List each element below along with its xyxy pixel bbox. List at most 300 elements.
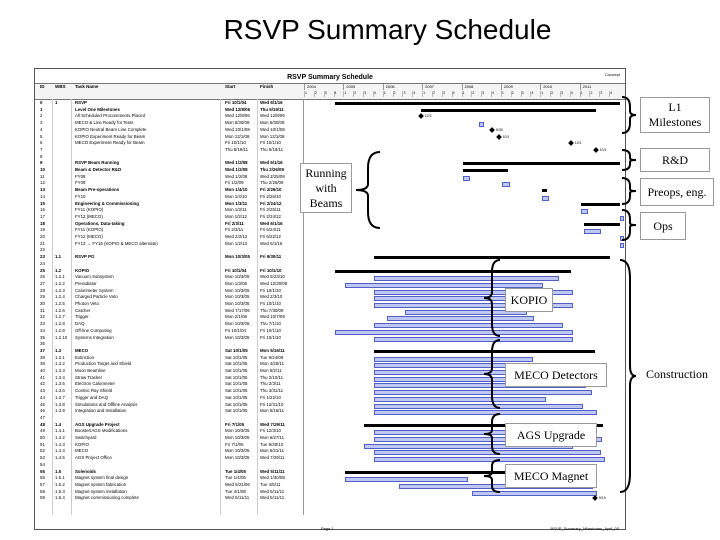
task-id: 10 [40,167,45,172]
task-finish: Fri 2/24/12 [260,213,281,219]
task-row [35,335,305,342]
task-finish: Fri 10/1/10 [260,334,281,340]
task-start: Sat 10/1/05 [225,388,248,394]
task-finish: Mon 5/16/11 [260,347,285,353]
task-name: Trigger and DAQ [75,394,109,400]
task-row [35,241,305,248]
task-name: RSVP PO [75,254,95,260]
col-header-wbs: WBS [55,84,66,89]
task-id: 25 [40,267,45,273]
callout-ops: Ops [640,212,686,240]
milestone-label: 5/30 [496,127,503,132]
task-wbs: 1.2.5 [55,301,65,306]
task-row [35,475,305,482]
quarter-label: 2 [393,91,403,97]
task-start: Mon 10/3/05 [225,294,250,300]
task-wbs: 1.2.1 [55,274,65,280]
task-finish: Wed 5/11/11 [260,488,285,494]
task-name: KOPIO [75,267,90,273]
callout-running-with-beams: Running with Beams [300,163,352,213]
task-name: KOPIO [75,441,89,447]
task-finish: Mon 5/16/11 [260,408,285,414]
task-row [35,107,305,114]
milestone-label: 5/19 [598,496,606,501]
task-wbs: 1.3.4 [55,374,65,380]
callout-meco-detectors: MECO Detectors [505,363,607,387]
callout-ags-upgrade: AGS Upgrade [505,423,597,447]
year-label: 2009 [501,84,541,90]
task-start: Mon 10/3/05 [225,455,250,461]
task-finish: Fri 10/1/10 [260,267,282,273]
task-start: Sat 10/1/05 [225,401,248,407]
quarter-label: 1 [343,91,353,97]
quarter-label: 1 [304,91,314,97]
task-id: 53 [40,455,45,461]
year-label: 2008 [462,84,502,90]
task-id: 45 [40,401,45,407]
task-id: 11 [40,173,45,179]
slide-title: RSVP Summary Schedule [223,14,552,45]
task-bar [374,397,546,402]
task-name: Catcher [75,307,91,313]
task-id: 54 [40,461,45,467]
task-wbs: 1.5.4 [55,495,65,501]
task-row [35,348,305,355]
col-header-finish: Finish [260,84,274,89]
task-row [35,160,305,167]
task-wbs: 1.2 [55,267,62,273]
task-id: 15 [40,200,45,206]
task-start: Mon 1/4/10 [225,193,247,199]
task-id: 1 [40,106,43,112]
task-name: Engineering & Commissioning [75,200,139,206]
task-start: Wed 12/8/06 [225,106,251,112]
task-finish: Thu 2/26/09 [260,180,284,186]
task-row [35,180,305,187]
task-id: 50 [40,435,45,440]
brace-running [352,150,382,230]
task-finish: Fri 10/1/10 [260,327,281,333]
task-row [35,442,305,449]
task-finish: Thu 2/3/11 [260,381,281,387]
task-wbs: 1.2.7 [55,314,65,320]
task-name: FY11 (KOPIO) [75,227,104,233]
task-id: 41 [40,374,45,380]
task-row [35,301,305,308]
task-start: Mon 10/3/05 [225,274,250,280]
col-header-id: ID [40,84,45,89]
quarter-label: 3 [481,91,491,97]
task-id: 40 [40,368,45,373]
task-name: MECO [75,448,89,454]
milestone-marker [568,140,574,146]
task-start: Mon 10/3/05 [225,448,250,454]
task-start: Mon 1/2/12 [225,213,247,219]
task-id: 23 [40,254,45,260]
task-wbs: 1 [55,100,58,105]
task-finish: Wed 12/30/09 [260,280,288,286]
task-bar [374,323,563,328]
task-start: Mon 1/2/13 [225,240,247,246]
task-id: 12 [40,180,45,186]
task-start: Mon 2/1/06 [225,314,247,320]
task-row [35,113,305,120]
task-id: 17 [40,213,45,219]
task-bar [374,276,559,281]
task-start: Wed 5/11/11 [225,495,250,501]
task-row [35,462,305,469]
task-finish: Fri 12/3/10 [260,428,281,434]
task-bar [345,477,468,482]
task-name: MECO Experiment Ready for Beam [75,140,145,146]
callout-rd: R&D [640,148,710,172]
task-row [35,341,305,348]
task-start: Tue 1/4/05 [225,475,246,481]
task-finish: Fri 6/22/12 [260,234,281,239]
summary-bar [335,270,571,273]
task-name: FY10 [75,193,86,199]
milestone-label: 10/1 [502,134,510,139]
task-start: Sat 10/1/05 [225,368,248,373]
quarter-label: 1 [580,91,590,97]
task-id: 42 [40,381,45,387]
task-wbs: 1.2.10 [55,334,68,340]
task-id: 24 [40,260,45,266]
task-id: 28 [40,287,45,293]
timeline-header [304,84,616,98]
task-wbs: 1.3.6 [55,388,65,394]
task-finish: Tue 9/30/10 [260,441,284,447]
brace-ags [482,412,502,456]
task-name: DAQ [75,321,85,327]
task-id: 37 [40,347,45,353]
task-row [35,288,305,295]
milestone-marker [593,147,599,153]
task-start: Wed 1/2/08 [225,160,248,166]
task-wbs: 1.4.2 [55,435,65,440]
task-start: Sat 10/1/05 [225,374,248,380]
task-finish: Mon 12/1/08 [260,133,285,139]
task-start: Mon 10/3/05 [225,435,250,440]
brace-preops [620,176,638,206]
task-wbs: 1.5.2 [55,481,65,487]
task-row [35,402,305,409]
footer-page: Page 1 [321,526,334,531]
task-id: 55 [40,468,45,474]
quarter-label: 4 [373,91,383,97]
task-row [35,469,305,476]
task-start: Mon 1/3/05 [225,280,247,286]
task-finish: Mon 6/30/08 [260,120,285,126]
task-id: 22 [40,247,45,253]
task-wbs: 1.5.3 [55,488,65,494]
task-start: Tue 1/4/05 [225,468,246,474]
task-id: 21 [40,240,45,246]
task-start: Fri 10/1/04 [225,267,247,273]
task-id: 34 [40,327,45,333]
task-start: Fri 2/3/11 [225,220,244,226]
task-name: Magnet system fabrication [75,481,127,487]
task-finish: Fri 1/22/10 [260,394,281,400]
task-finish: Fri 6/24/11 [260,227,281,233]
task-name: Booster/AGS Modifications [75,428,128,434]
task-finish: Mon 5/2/11 [260,368,282,373]
task-row [35,268,305,275]
quarter-label: 2 [471,91,481,97]
task-row [35,415,305,422]
task-wbs: 1.3.5 [55,381,65,387]
task-finish: Wed 10/1/08 [260,126,285,132]
quarter-label: 4 [530,91,540,97]
task-id: 27 [40,280,45,286]
quarter-label: 1 [422,91,432,97]
task-bar [374,404,583,409]
task-row [35,448,305,455]
quarter-label: 1 [540,91,550,97]
task-bar [502,182,510,187]
task-wbs: 1.2.6 [55,307,65,313]
task-row [35,482,305,489]
task-row [35,422,305,429]
task-start: Mon 1/3/11 [225,207,247,213]
milestone-label: 12/3 [424,114,432,119]
task-start: Mon 10/3/05 [225,301,250,306]
summary-bar [335,102,620,105]
task-finish: Thu 5/19/11 [260,146,284,152]
task-row [35,408,305,415]
task-finish: Fri 2/26/10 [260,187,282,193]
task-finish: Mon 6/27/11 [260,435,285,440]
quarter-label: 2 [589,91,599,97]
task-row [35,355,305,362]
task-row [35,455,305,462]
task-finish: Thu 2/26/09 [260,167,284,172]
year-label: 2010 [540,84,580,90]
task-name: Photon Veto [75,301,99,306]
task-row [35,495,305,502]
task-finish: Thu 3/31/11 [260,388,284,394]
task-id: 2 [40,113,43,119]
milestone-marker [496,134,502,140]
task-wbs: 1.3.3 [55,368,65,373]
year-label: 2005 [343,84,383,90]
summary-bar [421,109,596,112]
task-wbs: 1.3.1 [55,354,65,360]
task-finish: Wed 6/1/16 [260,220,283,226]
quarter-label: 3 [442,91,452,97]
task-name: Calorimeter System [75,287,114,293]
task-row [35,381,305,388]
task-finish: Wed 7/29/11 [260,455,285,461]
task-row [35,134,305,141]
milestone-marker [592,495,598,501]
task-id: 36 [40,341,45,347]
task-wbs: 1.2.8 [55,321,65,327]
task-start: Wed 10/1/08 [225,126,250,132]
task-row [35,187,305,194]
task-bar [479,122,484,127]
task-finish: Thu 7/30/09 [260,307,284,313]
task-row [35,395,305,402]
task-id: 52 [40,448,45,454]
task-id: 18 [40,220,45,226]
task-name: Off-line Computing [75,327,112,333]
task-id: 13 [40,187,45,193]
task-row [35,174,305,181]
task-name: FY13 → FY16 (KOPIO & MECO alternate) [75,240,158,246]
task-finish: Fri 10/1/10 [260,287,281,293]
task-id: 58 [40,488,45,494]
task-bar [542,196,550,201]
task-start: Mon 12/1/08 [225,133,250,139]
task-wbs: 1.2.9 [55,327,65,333]
task-name: Magnet system installation [75,488,127,494]
task-row [35,388,305,395]
milestone-marker [489,127,495,133]
task-start: Fri 1/2/09 [225,180,244,186]
task-start: Sat 10/1/05 [225,408,248,414]
task-start: Fri 7/1/05 [225,421,245,427]
task-start: Wed 2/2/12 [225,234,248,239]
task-row [35,489,305,496]
task-wbs: 1.3.7 [55,394,65,400]
task-row [35,261,305,268]
summary-bar [542,189,548,192]
milestone-label: 12/1 [574,141,582,146]
callout-meco-magnet: MECO Magnet [505,464,597,488]
task-finish: Wed 2/25/08 [260,173,285,179]
task-name: AGS Project Office [75,455,112,461]
task-bar [581,209,589,214]
task-finish: Fri 2/26/10 [260,193,281,199]
task-row [35,308,305,315]
col-header-task-name: Task Name [75,84,99,89]
task-name: FY12 (MECO) [75,213,103,219]
task-bar [374,337,573,342]
task-wbs: 1.5.1 [55,475,65,481]
task-name: FY09 [75,180,86,186]
summary-bar [581,203,620,206]
task-row [35,120,305,127]
col-header-start: Start [225,84,236,89]
task-id: 59 [40,495,45,501]
task-name: Integration and Installation [75,408,127,414]
task-name: Simulations and Offline Analysis [75,401,138,407]
task-start: Mon 10/3/05 [225,321,250,327]
task-name: FY12 (MECO) [75,234,103,239]
milestone-marker [418,114,424,120]
quarter-label: 4 [491,91,501,97]
task-finish: Wed 7/29/11 [260,421,285,427]
task-wbs: 1.4 [55,421,62,427]
task-start: Fri 10/1/04 [225,327,246,333]
callout-l1-milestones: L1 Milestones [640,97,710,133]
task-wbs: 1.5 [55,468,62,474]
summary-bar [584,223,620,226]
task-start: Fri 7/1/05 [225,441,244,447]
task-row [35,201,305,208]
task-row [35,247,305,254]
task-wbs: 1.1 [55,254,62,260]
task-name: MECO [75,347,89,353]
task-finish: Fri 12/31/10 [260,401,284,407]
task-name: Operations, Data-taking [75,220,125,226]
task-row [35,428,305,435]
task-id: 47 [40,414,45,420]
task-start: Tue 4/1/08 [225,488,246,494]
task-start: Fri 2/3/11 [225,227,244,233]
task-id: 56 [40,475,45,481]
brace-construction [618,258,638,494]
task-name: KOPIO Experiment Ready for Beam [75,133,146,139]
task-row [35,154,305,161]
task-row [35,214,305,221]
task-wbs: 1.2.2 [55,280,65,286]
task-name: Extinction [75,354,95,360]
task-name: Straw Tracker [75,374,103,380]
task-finish: Fri 2/24/12 [260,200,282,206]
task-row [35,254,305,261]
sheet-tag: Concept [605,72,620,77]
task-finish: Wed 2/3/10 [260,294,283,300]
task-start: Mon 10/3/05 [225,428,250,434]
task-start: Mon 10/3/05 [225,334,250,340]
task-name: Trigger [75,314,89,320]
sheet-title: RSVP Summary Schedule [287,74,373,81]
brace-meco-detectors [482,338,502,410]
task-row [35,100,305,107]
task-finish: Wed 5/11/11 [260,495,285,501]
task-id: 0 [40,100,43,105]
task-wbs: 1.3.2 [55,361,65,367]
quarter-label: 3 [324,91,334,97]
task-id: 57 [40,481,45,487]
quarter-label: 4 [412,91,422,97]
task-name: Muon Beamline [75,368,106,373]
task-finish: Wed 5/23/10 [260,274,285,280]
task-finish: Wed 1/30/08 [260,475,285,481]
quarter-label: 2 [432,91,442,97]
task-id: 30 [40,301,45,306]
task-name: Beam & Detector R&D [75,167,122,172]
task-name: Production Target and Shield [75,361,132,367]
task-row [35,368,305,375]
quarter-label: 2 [550,91,560,97]
quarter-label: 3 [599,91,609,97]
task-id: 38 [40,354,45,360]
task-start: Wed 1/2/08 [225,167,248,172]
task-bar [463,176,471,181]
task-bar [335,330,573,335]
quarter-label: 1 [462,91,472,97]
task-finish: Tue 4/5/11 [260,481,281,487]
task-id: 5 [40,133,43,139]
task-finish: Thu 5/19/11 [260,106,284,112]
task-wbs: 1.4.4 [55,448,65,454]
footer-file: RSVP_Summary_Milestones_April_05 [550,526,619,531]
task-id: 7 [40,146,43,152]
task-id: 19 [40,227,45,233]
task-id: 9 [40,160,43,166]
task-row [35,281,305,288]
task-start: Wed 5/21/06 [225,481,250,487]
task-name: Preradiator [75,280,97,286]
quarter-label: 3 [521,91,531,97]
task-bar [374,357,533,362]
quarter-label: 3 [402,91,412,97]
task-name: AGS Upgrade Project [75,421,120,427]
task-id: 49 [40,428,45,434]
